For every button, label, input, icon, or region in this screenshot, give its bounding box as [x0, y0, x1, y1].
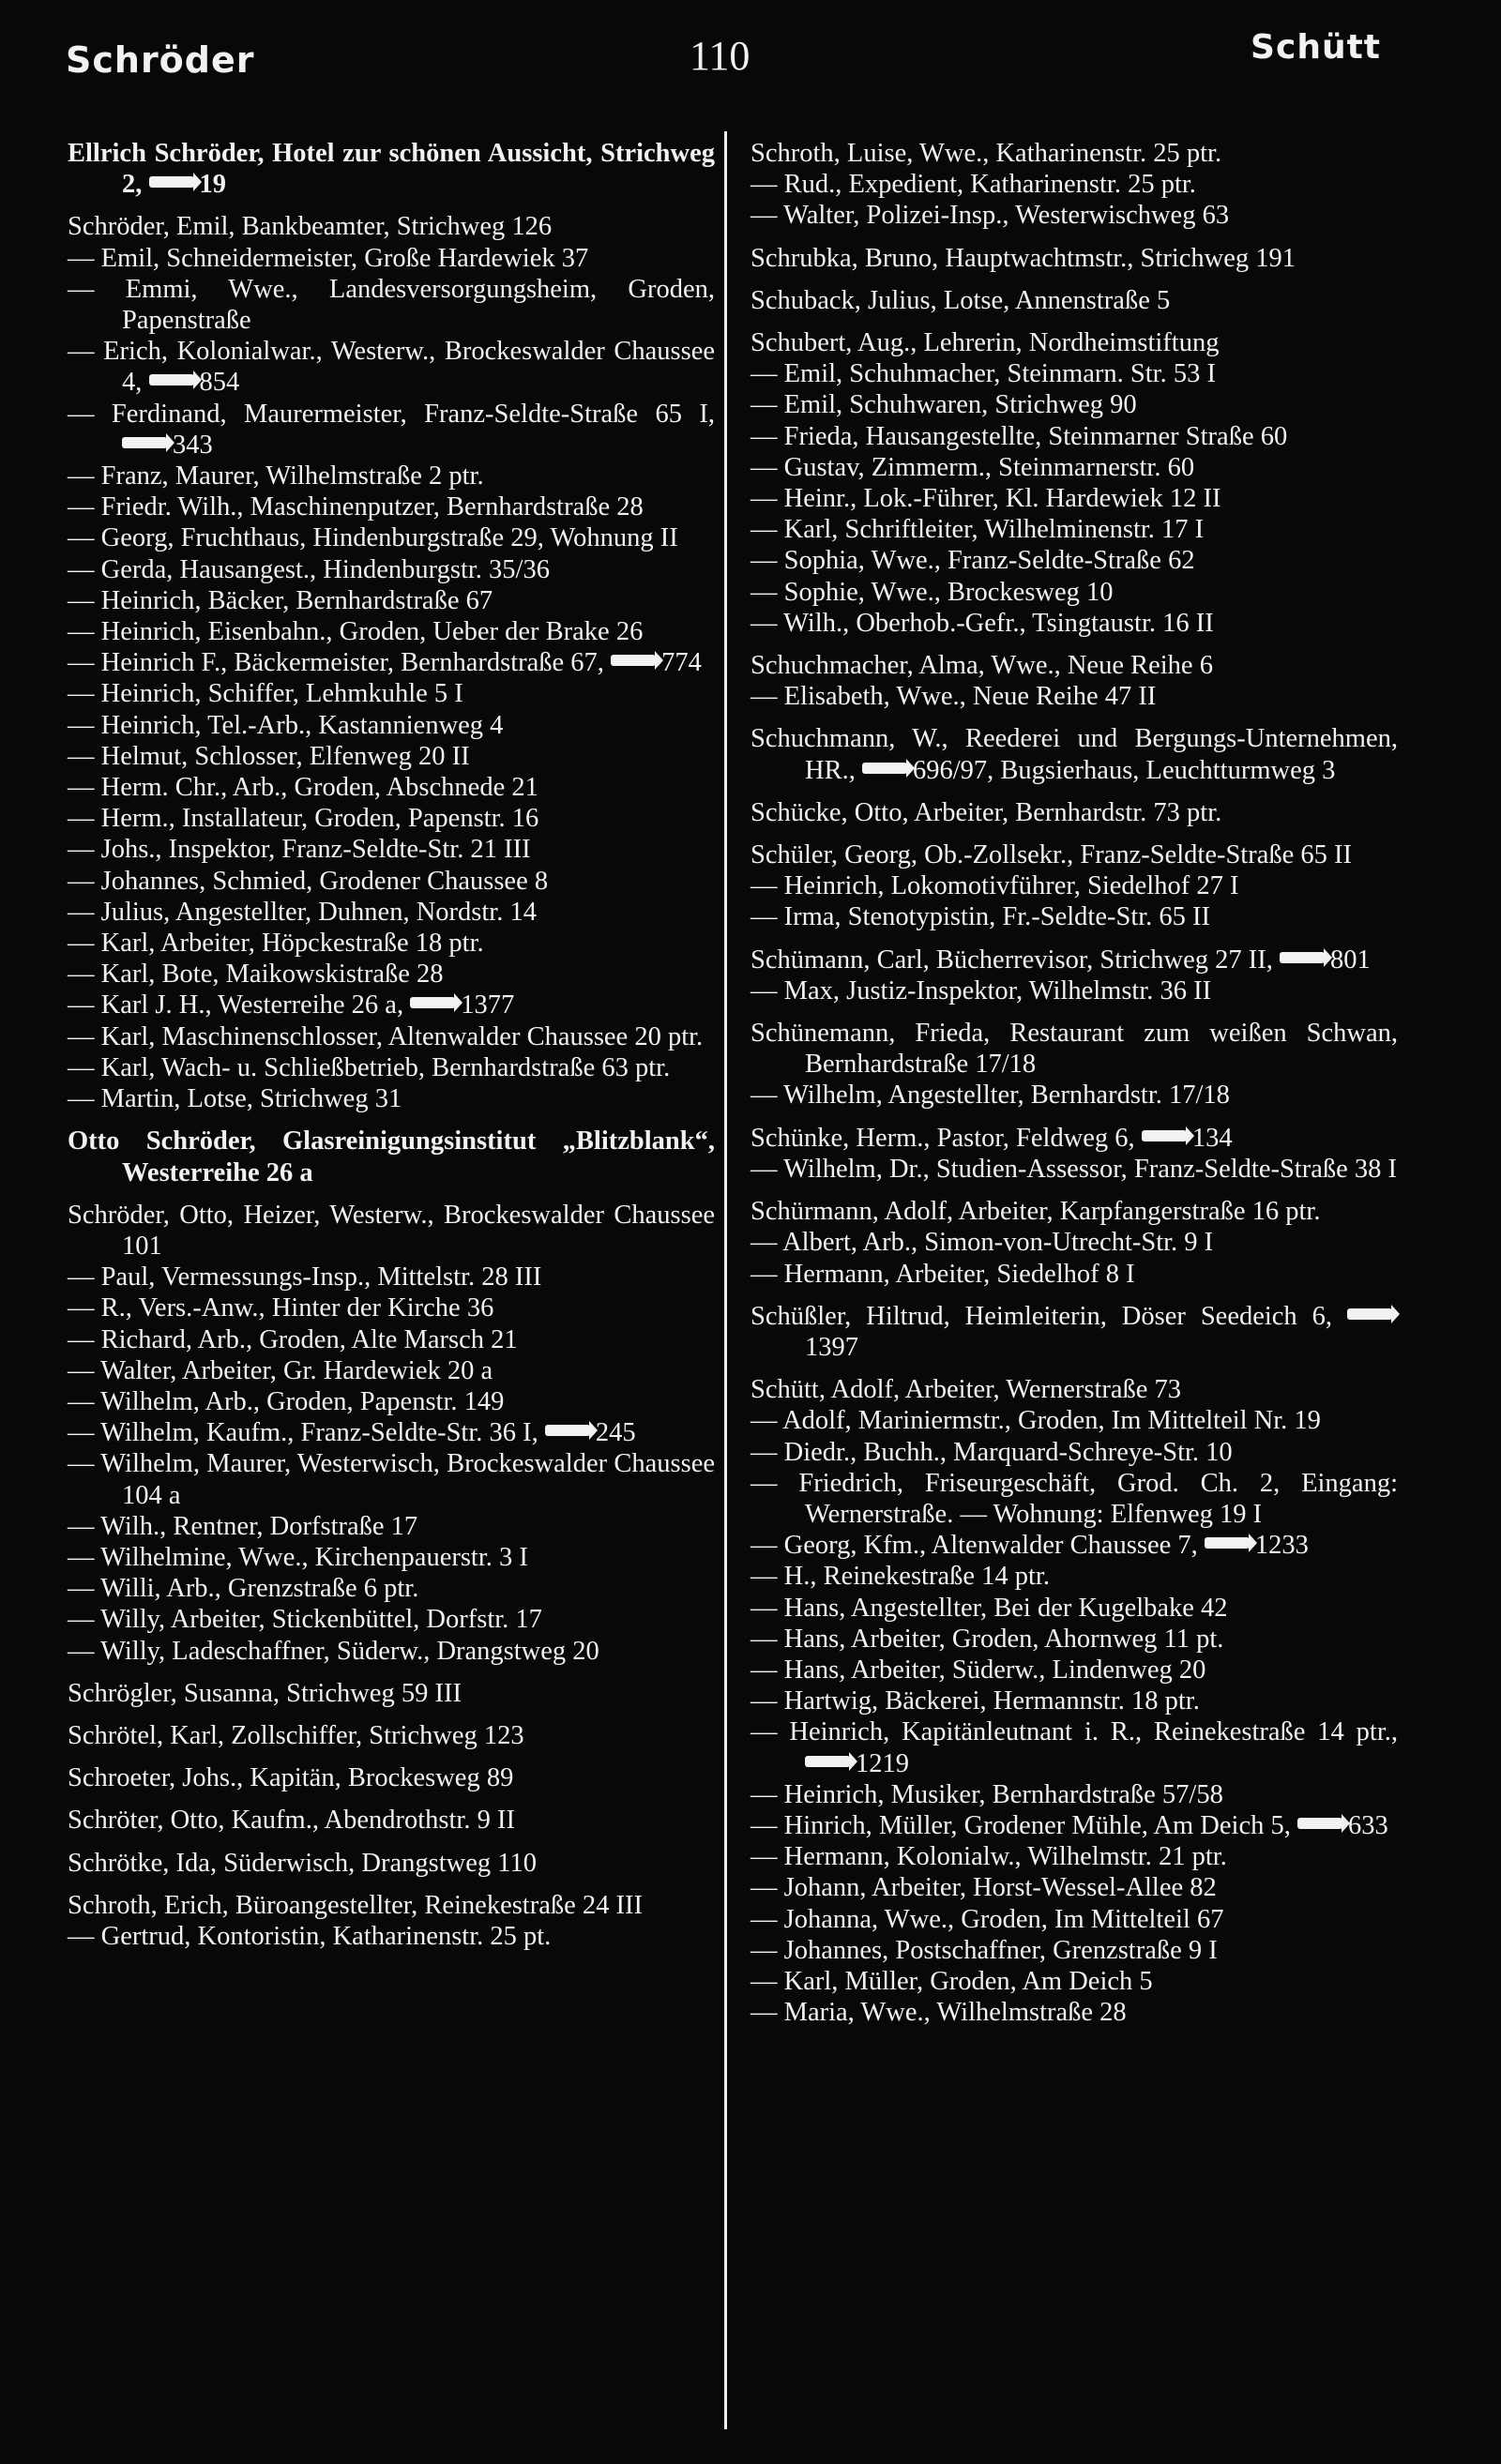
- directory-sub-entry: [750, 1227, 1398, 1258]
- entry-text: Karl, Wach- u. Schließbetrieb, Bernhardstraße 63 ptr.: [100, 1052, 671, 1082]
- entry-text: Schuback, Julius, Lotse, Annenstraße 5: [750, 285, 1171, 315]
- directory-sub-entry: [750, 545, 1398, 576]
- directory-sub-entry: [750, 514, 1398, 545]
- directory-sub-entry: [750, 200, 1398, 231]
- directory-sub-entry: [68, 678, 715, 709]
- directory-sub-entry: [68, 274, 715, 336]
- entry-text: Schroth, Luise, Wwe., Katharinenstr. 25 ptr.: [750, 139, 1222, 168]
- directory-sub-entry: [68, 616, 715, 647]
- entry-text: Diedr., Buchh., Marquard-Schreye-Str. 10: [783, 1437, 1233, 1467]
- entry-text: Elisabeth, Wwe., Neue Reihe 47 II: [783, 682, 1157, 712]
- telephone-icon: [1280, 952, 1325, 963]
- directory-entry: [750, 327, 1398, 358]
- directory-sub-entry: [750, 358, 1398, 389]
- directory-sub-entry: [68, 1573, 715, 1604]
- directory-sub-entry: [68, 959, 715, 990]
- directory-sub-entry: [68, 1448, 715, 1510]
- entry-text: Sophia, Wwe., Franz-Seldte-Straße 62: [783, 546, 1195, 576]
- telephone-icon: [1205, 1537, 1250, 1549]
- entry-text: Schünemann, Frieda, Restaurant zum weißen Schwan, Bernhardstraße 17/18: [750, 1019, 1398, 1080]
- directory-sub-entry: [750, 1259, 1398, 1290]
- entry-text: Hans, Angestellter, Bei der Kugelbake 42: [783, 1593, 1228, 1623]
- page-header: [0, 26, 1501, 92]
- telephone-number: 1219: [856, 1748, 909, 1778]
- telephone-number: 696/97, Bugsierhaus, Leuchtturmweg 3: [912, 755, 1336, 785]
- entry-text: Schuchmacher, Alma, Wwe., Neue Reihe 6: [750, 651, 1213, 681]
- directory-sub-entry: [750, 1716, 1398, 1778]
- entry-text: Heinrich, Bäcker, Bernhardstraße 67: [100, 585, 493, 615]
- directory-sub-entry: [750, 1966, 1398, 1997]
- entry-text: Erich, Kolonialwar., Westerw., Brockeswalder Chaussee 4,: [103, 337, 716, 398]
- directory-sub-entry: [750, 1437, 1398, 1468]
- directory-sub-entry: [68, 803, 715, 834]
- entry-text: Willi, Arb., Grenzstraße 6 ptr.: [100, 1574, 419, 1604]
- directory-sub-entry: [750, 1810, 1398, 1841]
- directory-sub-entry: [68, 585, 715, 616]
- directory-entry: [750, 1123, 1398, 1154]
- entry-text: Hermann, Arbeiter, Siedelhof 8 I: [783, 1259, 1135, 1289]
- entry-text: Walter, Polizei-Insp., Westerwischweg 63: [783, 201, 1230, 231]
- telephone-icon: [122, 437, 167, 448]
- directory-entry: [750, 285, 1398, 316]
- entry-text: Schrötke, Ida, Süderwisch, Drangstweg 110: [68, 1848, 537, 1878]
- entry-text: Hinrich, Müller, Grodener Mühle, Am Deich 5,: [783, 1810, 1291, 1840]
- telephone-icon: [1347, 1308, 1392, 1320]
- entry-text: Martin, Lotse, Strichweg 31: [100, 1084, 402, 1114]
- directory-sub-entry: [68, 1542, 715, 1573]
- entry-text: Gustav, Zimmerm., Steinmarnerstr. 60: [783, 452, 1195, 482]
- directory-sub-entry: [68, 1417, 715, 1448]
- telephone-icon: [1297, 1818, 1342, 1829]
- entry-text: Hartwig, Bäckerei, Hermannstr. 18 ptr.: [783, 1686, 1200, 1716]
- directory-sub-entry: [68, 491, 715, 522]
- entry-text: Heinrich, Lokomotivführer, Siedelhof 27 I: [783, 871, 1239, 901]
- directory-sub-entry: [750, 1685, 1398, 1716]
- telephone-icon: [1142, 1130, 1187, 1141]
- directory-sub-entry: [68, 243, 715, 274]
- entry-text: Heinrich, Kapitänleutnant i. R., Reinekestraße 14 ptr.,: [789, 1717, 1399, 1747]
- directory-sub-entry: [68, 741, 715, 772]
- entry-text: Karl, Bote, Maikowskistraße 28: [100, 960, 444, 990]
- entry-text: Emmi, Wwe., Landesversorgungsheim, Groden, Papenstraße: [122, 274, 715, 336]
- directory-sub-entry: [68, 522, 715, 553]
- entry-text: Paul, Vermessungs-Insp., Mittelstr. 28 III: [100, 1262, 542, 1292]
- entry-text: Herm. Chr., Arb., Groden, Abschnede 21: [100, 773, 538, 803]
- telephone-number: 1233: [1254, 1531, 1309, 1561]
- directory-sub-entry: [750, 1904, 1398, 1935]
- directory-sub-entry: [68, 1604, 715, 1635]
- entry-text: R., Vers.-Anw., Hinter der Kirche 36: [100, 1293, 494, 1323]
- entry-text: Schünke, Herm., Pastor, Feldweg 6,: [750, 1123, 1135, 1153]
- entry-text: Emil, Schneidermeister, Große Hardewiek 37: [100, 243, 589, 273]
- directory-entry: [68, 138, 715, 200]
- entry-text: Karl, Arbeiter, Höpckestraße 18 ptr.: [100, 929, 484, 959]
- directory-sub-entry: [750, 1468, 1398, 1530]
- entry-text: Wilhelm, Kaufm., Franz-Seldte-Str. 36 I,: [100, 1418, 538, 1448]
- directory-entry: [750, 723, 1398, 785]
- directory-sub-entry: [68, 990, 715, 1020]
- directory-entry: [68, 1720, 715, 1751]
- entry-text: Wilh., Oberhob.-Gefr., Tsingtaustr. 16 II: [783, 608, 1214, 638]
- entry-text: Franz, Maurer, Wilhelmstraße 2 ptr.: [100, 461, 484, 491]
- entry-text: Karl, Maschinenschlosser, Altenwalder Chaussee 20 ptr.: [100, 1021, 704, 1051]
- directory-sub-entry: [750, 421, 1398, 452]
- entry-text: Willy, Ladeschaffner, Süderw., Drangstweg 20: [100, 1636, 599, 1666]
- entry-text: Wilhelm, Angestellter, Bernhardstr. 17/18: [783, 1081, 1230, 1111]
- directory-sub-entry: [68, 834, 715, 865]
- directory-entry: [750, 797, 1398, 828]
- directory-sub-entry: [750, 1935, 1398, 1966]
- entry-text: Schütt, Adolf, Arbeiter, Wernerstraße 73: [750, 1375, 1182, 1405]
- directory-entry: [68, 1762, 715, 1793]
- directory-sub-entry: [750, 1080, 1398, 1111]
- entry-text: Wilhelm, Dr., Studien-Assessor, Franz-Seldte-Straße 38 I: [783, 1154, 1398, 1184]
- directory-entry: [750, 138, 1398, 169]
- directory-sub-entry: [750, 169, 1398, 200]
- directory-sub-entry: [68, 1324, 715, 1355]
- directory-sub-entry: [750, 1997, 1398, 2028]
- directory-sub-entry: [68, 647, 715, 678]
- entry-text: H., Reinekestraße 14 ptr.: [783, 1562, 1050, 1592]
- telephone-icon: [611, 655, 656, 666]
- directory-sub-entry: [750, 1154, 1398, 1185]
- directory-sub-entry: [68, 710, 715, 741]
- entry-text: Walter, Arbeiter, Gr. Hardewiek 20 a: [100, 1355, 493, 1385]
- directory-sub-entry: [750, 1405, 1398, 1436]
- directory-entry: [750, 1196, 1398, 1227]
- entry-text: Hermann, Kolonialw., Wilhelmstr. 21 ptr.: [783, 1842, 1227, 1872]
- directory-sub-entry: [68, 1921, 715, 1952]
- directory-sub-entry: [68, 1511, 715, 1542]
- entry-text: Herm., Installateur, Groden, Papenstr. 16: [100, 804, 539, 834]
- entry-text: Georg, Kfm., Altenwalder Chaussee 7,: [783, 1531, 1198, 1561]
- directory-entry: [750, 650, 1398, 681]
- directory-sub-entry: [750, 1561, 1398, 1592]
- directory-entry: [750, 1301, 1398, 1363]
- telephone-number: 1397: [805, 1332, 858, 1362]
- entry-text: Schücke, Otto, Arbeiter, Bernhardstr. 73 ptr.: [750, 797, 1222, 827]
- entry-text: Schrögler, Susanna, Strichweg 59 III: [68, 1678, 462, 1708]
- entry-text: Friedrich, Friseurgeschäft, Grod. Ch. 2, Eingang: Wernerstraße. — Wohnung: Elfenweg 19 I: [798, 1468, 1398, 1529]
- directory-sub-entry: [68, 1052, 715, 1083]
- entry-text: Helmut, Schlosser, Elfenweg 20 II: [100, 741, 470, 771]
- directory-entry: [68, 1848, 715, 1879]
- entry-text: Schüler, Georg, Ob.-Zollsekr., Franz-Seldte-Straße 65 II: [750, 840, 1352, 870]
- entry-text: Schürmann, Adolf, Arbeiter, Karpfangerstraße 16 ptr.: [750, 1197, 1321, 1227]
- directory-sub-entry: [68, 866, 715, 897]
- entry-text: Heinr., Lok.-Führer, Kl. Hardewiek 12 II: [783, 484, 1221, 514]
- telephone-icon: [149, 374, 194, 385]
- directory-sub-entry: [68, 336, 715, 398]
- directory-sub-entry: [68, 1021, 715, 1052]
- directory-sub-entry: [750, 483, 1398, 514]
- directory-sub-entry: [750, 681, 1398, 712]
- directory-sub-entry: [68, 1083, 715, 1114]
- directory-sub-entry: [68, 897, 715, 928]
- telephone-number: 19: [199, 170, 226, 200]
- entry-text: Wilhelm, Arb., Groden, Papenstr. 149: [100, 1386, 505, 1416]
- directory-entry: [68, 1890, 715, 1921]
- entry-text: Johannes, Postschaffner, Grenzstraße 9 I: [783, 1935, 1218, 1965]
- entry-text: Karl, Schriftleiter, Wilhelminenstr. 17 I: [783, 515, 1205, 545]
- entry-text: Karl, Müller, Groden, Am Deich 5: [783, 1966, 1153, 1996]
- telephone-number: 854: [199, 368, 240, 398]
- entry-text: Hans, Arbeiter, Süderw., Lindenweg 20: [783, 1655, 1206, 1685]
- entry-text: Johanna, Wwe., Groden, Im Mittelteil 67: [783, 1904, 1224, 1934]
- entry-text: Emil, Schuhmacher, Steinmarn. Str. 53 I: [783, 359, 1216, 389]
- directory-sub-entry: [750, 1655, 1398, 1685]
- directory-sub-entry: [750, 577, 1398, 608]
- directory-entry: [750, 1018, 1398, 1080]
- entry-text: Willy, Arbeiter, Stickenbüttel, Dorfstr. 17: [100, 1605, 542, 1635]
- entry-text: Georg, Fruchthaus, Hindenburgstraße 29, Wohnung II: [100, 523, 678, 553]
- entry-text: Heinrich, Tel.-Arb., Kastannienweg 4: [100, 710, 504, 740]
- directory-sub-entry: [750, 901, 1398, 932]
- directory-sub-entry: [68, 1355, 715, 1386]
- directory-sub-entry: [750, 1841, 1398, 1872]
- telephone-number: 801: [1329, 945, 1371, 975]
- entry-text: Ellrich Schröder, Hotel zur schönen Aussicht, Strichweg 2,: [68, 139, 715, 200]
- entry-text: Gerda, Hausangest., Hindenburgstr. 35/36: [100, 554, 550, 584]
- entry-text: Rud., Expedient, Katharinenstr. 25 ptr.: [783, 170, 1196, 200]
- directory-entry: [750, 945, 1398, 975]
- entry-text: Schröter, Otto, Kaufm., Abendrothstr. 9 II: [68, 1806, 515, 1836]
- entry-text: Albert, Arb., Simon-von-Utrecht-Str. 9 I: [782, 1228, 1214, 1258]
- directory-entry: [68, 1200, 715, 1262]
- entry-text: Richard, Arb., Groden, Alte Marsch 21: [100, 1324, 518, 1354]
- telephone-number: 774: [661, 648, 702, 678]
- entry-text: Heinrich, Schiffer, Lehmkuhle 5 I: [100, 679, 463, 709]
- directory-sub-entry: [750, 608, 1398, 639]
- telephone-icon: [410, 997, 455, 1008]
- entry-text: Schubert, Aug., Lehrerin, Nordheimstiftung: [750, 328, 1220, 358]
- directory-sub-entry: [750, 1624, 1398, 1655]
- entry-text: Friedr. Wilh., Maschinenputzer, Bernhardstraße 28: [100, 492, 644, 522]
- entry-text: Schrubka, Bruno, Hauptwachtmstr., Strichweg 191: [750, 243, 1296, 273]
- entry-text: Schroeter, Johs., Kapitän, Brockesweg 89: [68, 1763, 514, 1793]
- directory-sub-entry: [750, 1779, 1398, 1810]
- entry-text: Gertrud, Kontoristin, Katharinenstr. 25 pt.: [100, 1921, 552, 1951]
- telephone-icon: [149, 176, 194, 188]
- directory-entry: [68, 1678, 715, 1709]
- directory-sub-entry: [68, 554, 715, 585]
- entry-text: Karl J. H., Westerreihe 26 a,: [100, 990, 404, 1020]
- telephone-icon: [862, 763, 907, 774]
- entry-text: Frieda, Hausangestellte, Steinmarner Straße 60: [783, 421, 1288, 451]
- directory-sub-entry: [68, 1636, 715, 1667]
- telephone-number: 1377: [461, 990, 515, 1020]
- entry-text: Schröder, Emil, Bankbeamter, Strichweg 126: [68, 212, 553, 242]
- telephone-icon: [545, 1425, 590, 1436]
- directory-sub-entry: [68, 1262, 715, 1292]
- entry-text: Heinrich, Eisenbahn., Groden, Ueber der Brake 26: [100, 617, 644, 647]
- directory-entry: [68, 1805, 715, 1836]
- column-divider: [724, 131, 727, 2429]
- entry-text: Johs., Inspektor, Franz-Seldte-Str. 21 III: [100, 835, 531, 865]
- right-column: [750, 127, 1398, 2028]
- directory-sub-entry: [750, 1530, 1398, 1561]
- entry-text: Maria, Wwe., Wilhelmstraße 28: [783, 1998, 1127, 2028]
- header-right-keyword: Schütt: [1251, 28, 1381, 67]
- entry-text: Schröder, Otto, Heizer, Westerw., Brockeswalder Chaussee 101: [68, 1200, 715, 1261]
- entry-text: Johannes, Schmied, Grodener Chaussee 8: [100, 866, 549, 896]
- directory-sub-entry: [750, 452, 1398, 483]
- entry-text: Wilhelmine, Wwe., Kirchenpauerstr. 3 I: [100, 1542, 528, 1572]
- directory-sub-entry: [68, 1386, 715, 1417]
- page-number: 110: [690, 33, 750, 79]
- directory-entry: [750, 1374, 1398, 1405]
- entry-text: Schroth, Erich, Büroangestellter, Reinekestraße 24 III: [68, 1890, 643, 1920]
- telephone-number: 245: [595, 1418, 636, 1448]
- entry-text: Johann, Arbeiter, Horst-Wessel-Allee 82: [783, 1873, 1217, 1903]
- entry-text: Wilhelm, Maurer, Westerwisch, Brockeswalder Chaussee 104 a: [100, 1449, 715, 1510]
- telephone-number: 343: [173, 430, 213, 460]
- entry-text: Ferdinand, Maurermeister, Franz-Seldte-Straße 65 I,: [111, 399, 715, 429]
- left-column: [68, 127, 715, 1952]
- entry-text: Hans, Arbeiter, Groden, Ahornweg 11 pt.: [783, 1624, 1224, 1654]
- entry-text: Max, Justiz-Inspektor, Wilhelmstr. 36 II: [783, 975, 1212, 1005]
- entry-text: Schümann, Carl, Bücherrevisor, Strichweg 27 II,: [750, 945, 1273, 975]
- entry-text: Schuchmann, W., Reederei und Bergungs-Unternehmen, HR.,: [750, 724, 1398, 785]
- directory-sub-entry: [68, 1292, 715, 1323]
- directory-sub-entry: [750, 1872, 1398, 1903]
- directory-sub-entry: [750, 389, 1398, 420]
- entry-text: Heinrich, Musiker, Bernhardstraße 57/58: [783, 1779, 1223, 1809]
- directory-entry: [750, 839, 1398, 870]
- entry-text: Sophie, Wwe., Brockesweg 10: [783, 577, 1114, 607]
- entry-text: Otto Schröder, Glasreinigungsinstitut „Blitzblank“, Westerreihe 26 a: [68, 1126, 715, 1187]
- entry-text: Irma, Stenotypistin, Fr.-Seldte-Str. 65 II: [783, 902, 1211, 932]
- entry-text: Heinrich F., Bäckermeister, Bernhardstraße 67,: [100, 648, 604, 678]
- entry-text: Emil, Schuhwaren, Strichweg 90: [783, 390, 1137, 420]
- directory-sub-entry: [750, 870, 1398, 901]
- directory-sub-entry: [68, 928, 715, 959]
- telephone-icon: [805, 1756, 850, 1767]
- directory-entry: [68, 211, 715, 242]
- header-left-keyword: Schröder: [66, 39, 255, 81]
- entry-text: Schrötel, Karl, Zollschiffer, Strichweg 123: [68, 1720, 524, 1750]
- directory-entry: [68, 1126, 715, 1187]
- entry-text: Schüßler, Hiltrud, Heimleiterin, Döser Seedeich 6,: [750, 1301, 1333, 1331]
- directory-sub-entry: [750, 975, 1398, 1006]
- directory-entry: [750, 243, 1398, 274]
- entry-text: Julius, Angestellter, Duhnen, Nordstr. 14: [100, 897, 537, 927]
- directory-sub-entry: [68, 399, 715, 461]
- directory-sub-entry: [68, 461, 715, 491]
- telephone-number: 134: [1191, 1123, 1233, 1153]
- entry-text: Wilh., Rentner, Dorfstraße 17: [100, 1511, 418, 1541]
- directory-sub-entry: [750, 1593, 1398, 1624]
- entry-text: Adolf, Mariniermstr., Groden, Im Mittelteil Nr. 19: [782, 1406, 1321, 1436]
- telephone-number: 633: [1347, 1810, 1388, 1840]
- directory-sub-entry: [68, 772, 715, 803]
